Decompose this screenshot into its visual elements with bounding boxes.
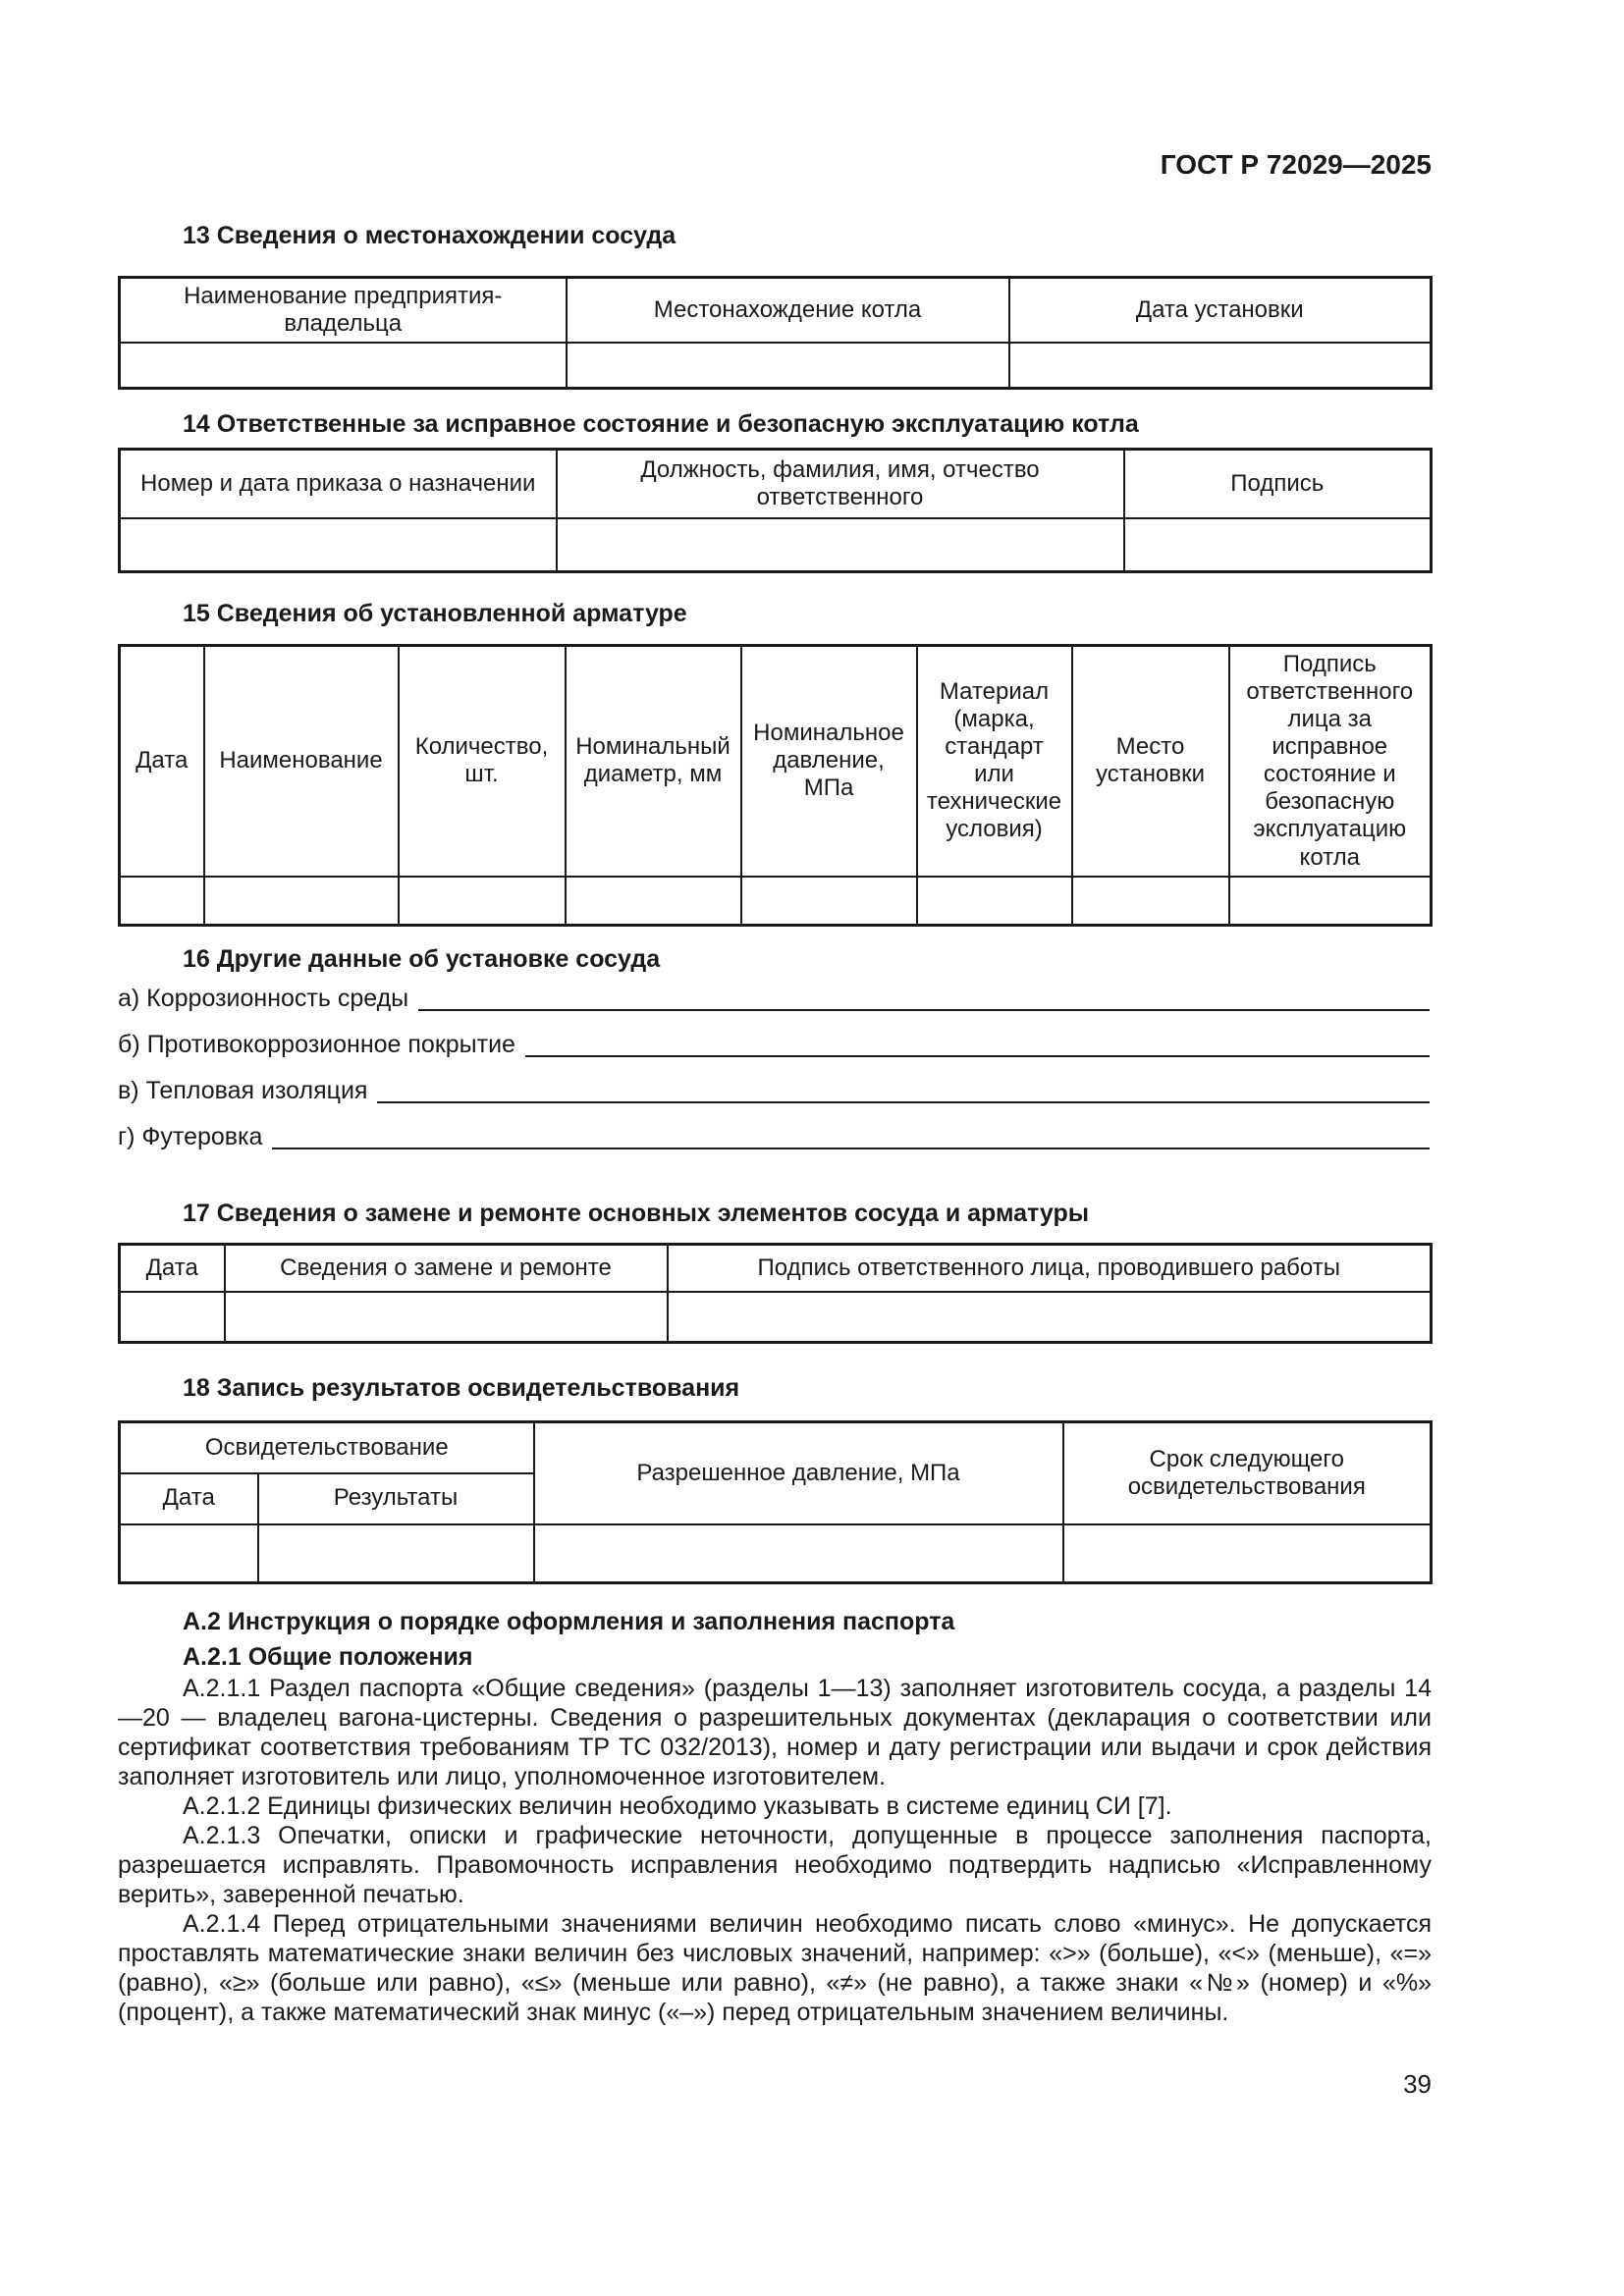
empty-cell: [120, 1524, 258, 1583]
empty-cell: [399, 877, 566, 926]
section-15-title: 15 Сведения об установленной арматуре: [183, 600, 687, 627]
empty-cell: [1063, 1524, 1432, 1583]
empty-cell: [1072, 877, 1229, 926]
column-header: Дата: [120, 1245, 225, 1292]
page-number: 39: [1403, 2069, 1432, 2099]
blank-line: [377, 1101, 1430, 1103]
section-13-table: [118, 276, 1433, 390]
appendix-body: [118, 1674, 1432, 2027]
column-header: Сведения о замене и ремонте: [225, 1245, 668, 1292]
section-17-table: [118, 1243, 1433, 1344]
paragraph-a213: А.2.1.3 Опечатки, описки и графические неточности, допущенные в процессе заполнения паспорта, разрешается исправлять. Правомочность исправления необходимо подтвердить надписью «Исправленному верить», заверенной печатью.: [118, 1822, 1432, 1908]
empty-cell: [120, 877, 204, 926]
table-row: [120, 877, 1432, 926]
column-group-header: Освидетельствование: [120, 1422, 534, 1473]
empty-cell: [567, 343, 1009, 388]
empty-cell: [120, 518, 557, 572]
field-label: а) Коррозионность среды: [118, 985, 409, 1012]
section-13-title: 13 Сведения о местонахождении сосуда: [183, 222, 677, 249]
section-17-title: 17 Сведения о замене и ремонте основных элементов сосуда и арматуры: [183, 1200, 1090, 1227]
empty-cell: [557, 518, 1124, 572]
field-anticorrosion-coating: [118, 1026, 1430, 1059]
empty-cell: [917, 877, 1072, 926]
appendix-a21-title: А.2.1 Общие положения: [183, 1643, 473, 1671]
column-header: Дата: [120, 646, 204, 877]
empty-cell: [258, 1524, 534, 1583]
blank-line: [418, 1009, 1430, 1011]
column-header: Количество, шт.: [399, 646, 566, 877]
field-label: в) Тепловая изоляция: [118, 1077, 368, 1104]
column-header: Материал (марка, стандарт или технические условия): [917, 646, 1072, 877]
empty-cell: [120, 1292, 225, 1343]
table-row: [120, 1524, 1432, 1583]
section-14-table: [118, 448, 1433, 573]
empty-cell: [668, 1292, 1432, 1343]
document-code: ГОСТ Р 72029—2025: [1160, 149, 1432, 180]
table-row: [120, 343, 1432, 388]
field-label: б) Противокоррозионное покрытие: [118, 1031, 515, 1058]
table-header-row: [120, 450, 1432, 518]
appendix-a2-title: А.2 Инструкция о порядке оформления и заполнения паспорта: [183, 1608, 955, 1635]
table-row: [120, 518, 1432, 572]
section-15-table: [118, 644, 1433, 927]
paragraph-a211: А.2.1.1 Раздел паспорта «Общие сведения» (разделы 1—13) заполняет изготовитель сосуда, а разделы 14—20 — владелец вагона-цистерны. Сведения о разрешительных документах (декларация о соответствии или сертификат соответствия требованиям ТР ТС 032/2013), номер и дату регистрации или выдачи и срок действия заполняет изготовитель или лицо, уполномоченное изготовителем.: [118, 1675, 1432, 1790]
empty-cell: [534, 1524, 1063, 1583]
table-header-row: [120, 1245, 1432, 1292]
table-header-row: [120, 278, 1432, 344]
empty-cell: [741, 877, 917, 926]
blank-line: [272, 1148, 1430, 1149]
field-lining: [118, 1118, 1430, 1151]
column-header: Наименование: [204, 646, 399, 877]
field-corrosiveness: [118, 980, 1430, 1013]
column-header: Местонахождение котла: [567, 278, 1009, 344]
field-thermal-insulation: [118, 1072, 1430, 1105]
empty-cell: [1124, 518, 1432, 572]
column-header: Срок следующего освидетельствования: [1063, 1422, 1432, 1524]
column-header: Дата: [120, 1473, 258, 1524]
table-header-row: [120, 646, 1432, 877]
column-header: Результаты: [258, 1473, 534, 1524]
column-header: Должность, фамилия, имя, отчество ответственного: [557, 450, 1124, 518]
field-label: г) Футеровка: [118, 1123, 263, 1150]
paragraph-a212: А.2.1.2 Единицы физических величин необходимо указывать в системе единиц СИ [7].: [183, 1792, 1172, 1820]
blank-line: [525, 1055, 1430, 1057]
empty-cell: [120, 343, 567, 388]
table-row: [120, 1292, 1432, 1343]
section-18-title: 18 Запись результатов освидетельствования: [183, 1374, 740, 1402]
empty-cell: [1229, 877, 1432, 926]
paragraph-a214: А.2.1.4 Перед отрицательными значениями величин необходимо писать слово «минус». Не допускается проставлять математические знаки величин без числовых значений, например: «>» (больше), «<» (меньше), «=» (равно), «≥» (больше или равно), «≤» (меньше или равно), «≠» (не равно), а также знаки «№» (номер) и «%» (процент), а также математический знак минус («–») перед отрицательным значением величины.: [118, 1910, 1432, 2026]
column-header: Наименование предприятия-владельца: [120, 278, 567, 344]
column-header: Номинальное давление, МПа: [741, 646, 917, 877]
empty-cell: [566, 877, 741, 926]
column-header: Подпись: [1124, 450, 1432, 518]
column-header: Дата установки: [1009, 278, 1432, 344]
column-header: Разрешенное давление, МПа: [534, 1422, 1063, 1524]
empty-cell: [204, 877, 399, 926]
column-header: Подпись ответственного лица, проводившего работы: [668, 1245, 1432, 1292]
column-header: Место установки: [1072, 646, 1229, 877]
column-header: Номинальный диаметр, мм: [566, 646, 741, 877]
empty-cell: [1009, 343, 1432, 388]
table-header-row: [120, 1422, 1432, 1473]
column-header: Подпись ответственного лица за исправное состояние и безопасную эксплуатацию котла: [1229, 646, 1432, 877]
section-16-title: 16 Другие данные об установке сосуда: [183, 945, 661, 973]
column-header: Номер и дата приказа о назначении: [120, 450, 557, 518]
section-18-table: [118, 1420, 1433, 1584]
section-14-title: 14 Ответственные за исправное состояние и безопасную эксплуатацию котла: [183, 410, 1139, 438]
empty-cell: [225, 1292, 668, 1343]
